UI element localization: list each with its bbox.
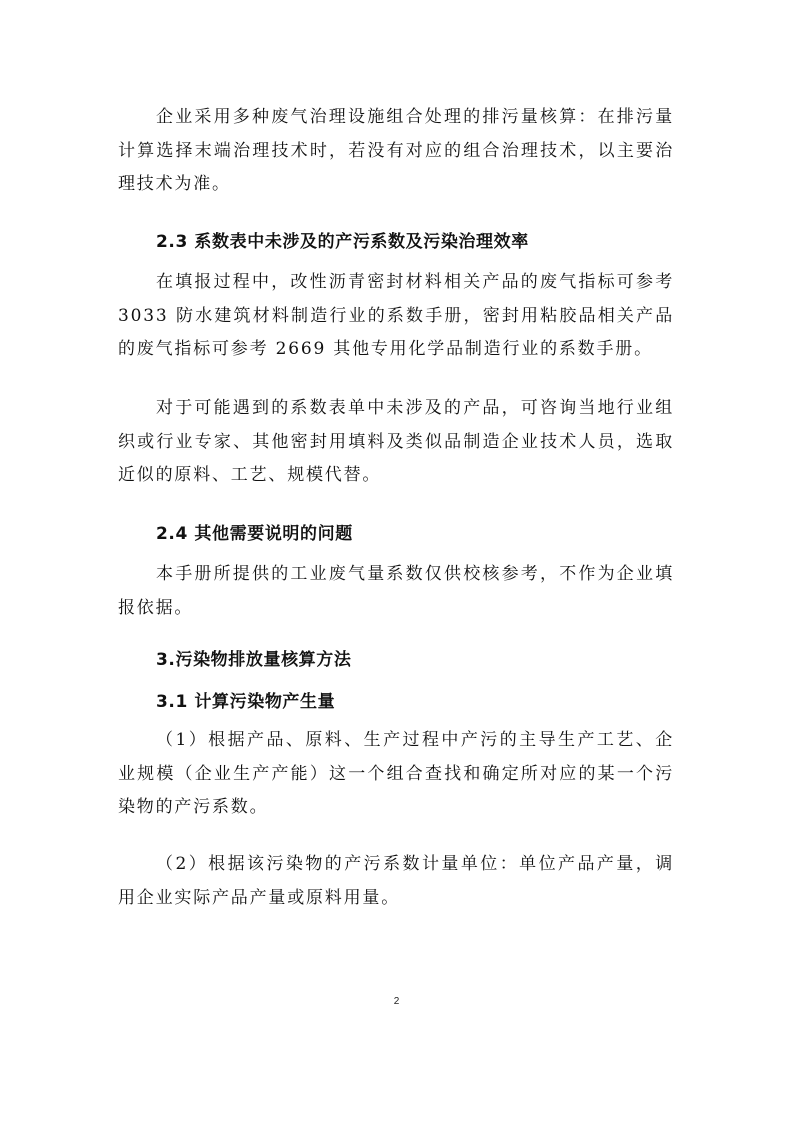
page-number: 2	[393, 996, 400, 1007]
paragraph-unlisted-products: 对于可能遇到的系数表单中未涉及的产品，可咨询当地行业组织或行业专家、其他密封用填料及类似品制造企业技术人员，选取近似的原料、工艺、规模代替。	[118, 398, 674, 485]
heading-3-1: 3.1 计算污染物产生量	[156, 692, 336, 712]
heading-3: 3.污染物排放量核算方法	[156, 650, 352, 670]
heading-2-4: 2.4 其他需要说明的问题	[156, 524, 353, 544]
paragraph-filling-reference: 在填报过程中，改性沥青密封材料相关产品的废气指标可参考3033 防水建筑材料制造行业的系数手册，密封用粘胶品相关产品的废气指标可参考 2669 其他专用化学品制造行业的系数手册。	[118, 272, 674, 359]
heading-2-3: 2.3 系数表中未涉及的产污系数及污染治理效率	[156, 232, 529, 252]
paragraph-reference-only: 本手册所提供的工业废气量系数仅供校核参考，不作为企业填报依据。	[118, 564, 674, 618]
paragraph-step-1: （1）根据产品、原料、生产过程中产污的主导生产工艺、企业规模（企业生产产能）这一个组合查找和确定所对应的某一个污染物的产污系数。	[118, 730, 674, 817]
paragraph-combined-treatment: 企业采用多种废气治理设施组合处理的排污量核算：在排污量计算选择末端治理技术时，若没有对应的组合治理技术，以主要治理技术为准。	[118, 107, 674, 194]
paragraph-step-2: （2）根据该污染物的产污系数计量单位：单位产品产量，调用企业实际产品产量或原料用量。	[118, 854, 674, 908]
